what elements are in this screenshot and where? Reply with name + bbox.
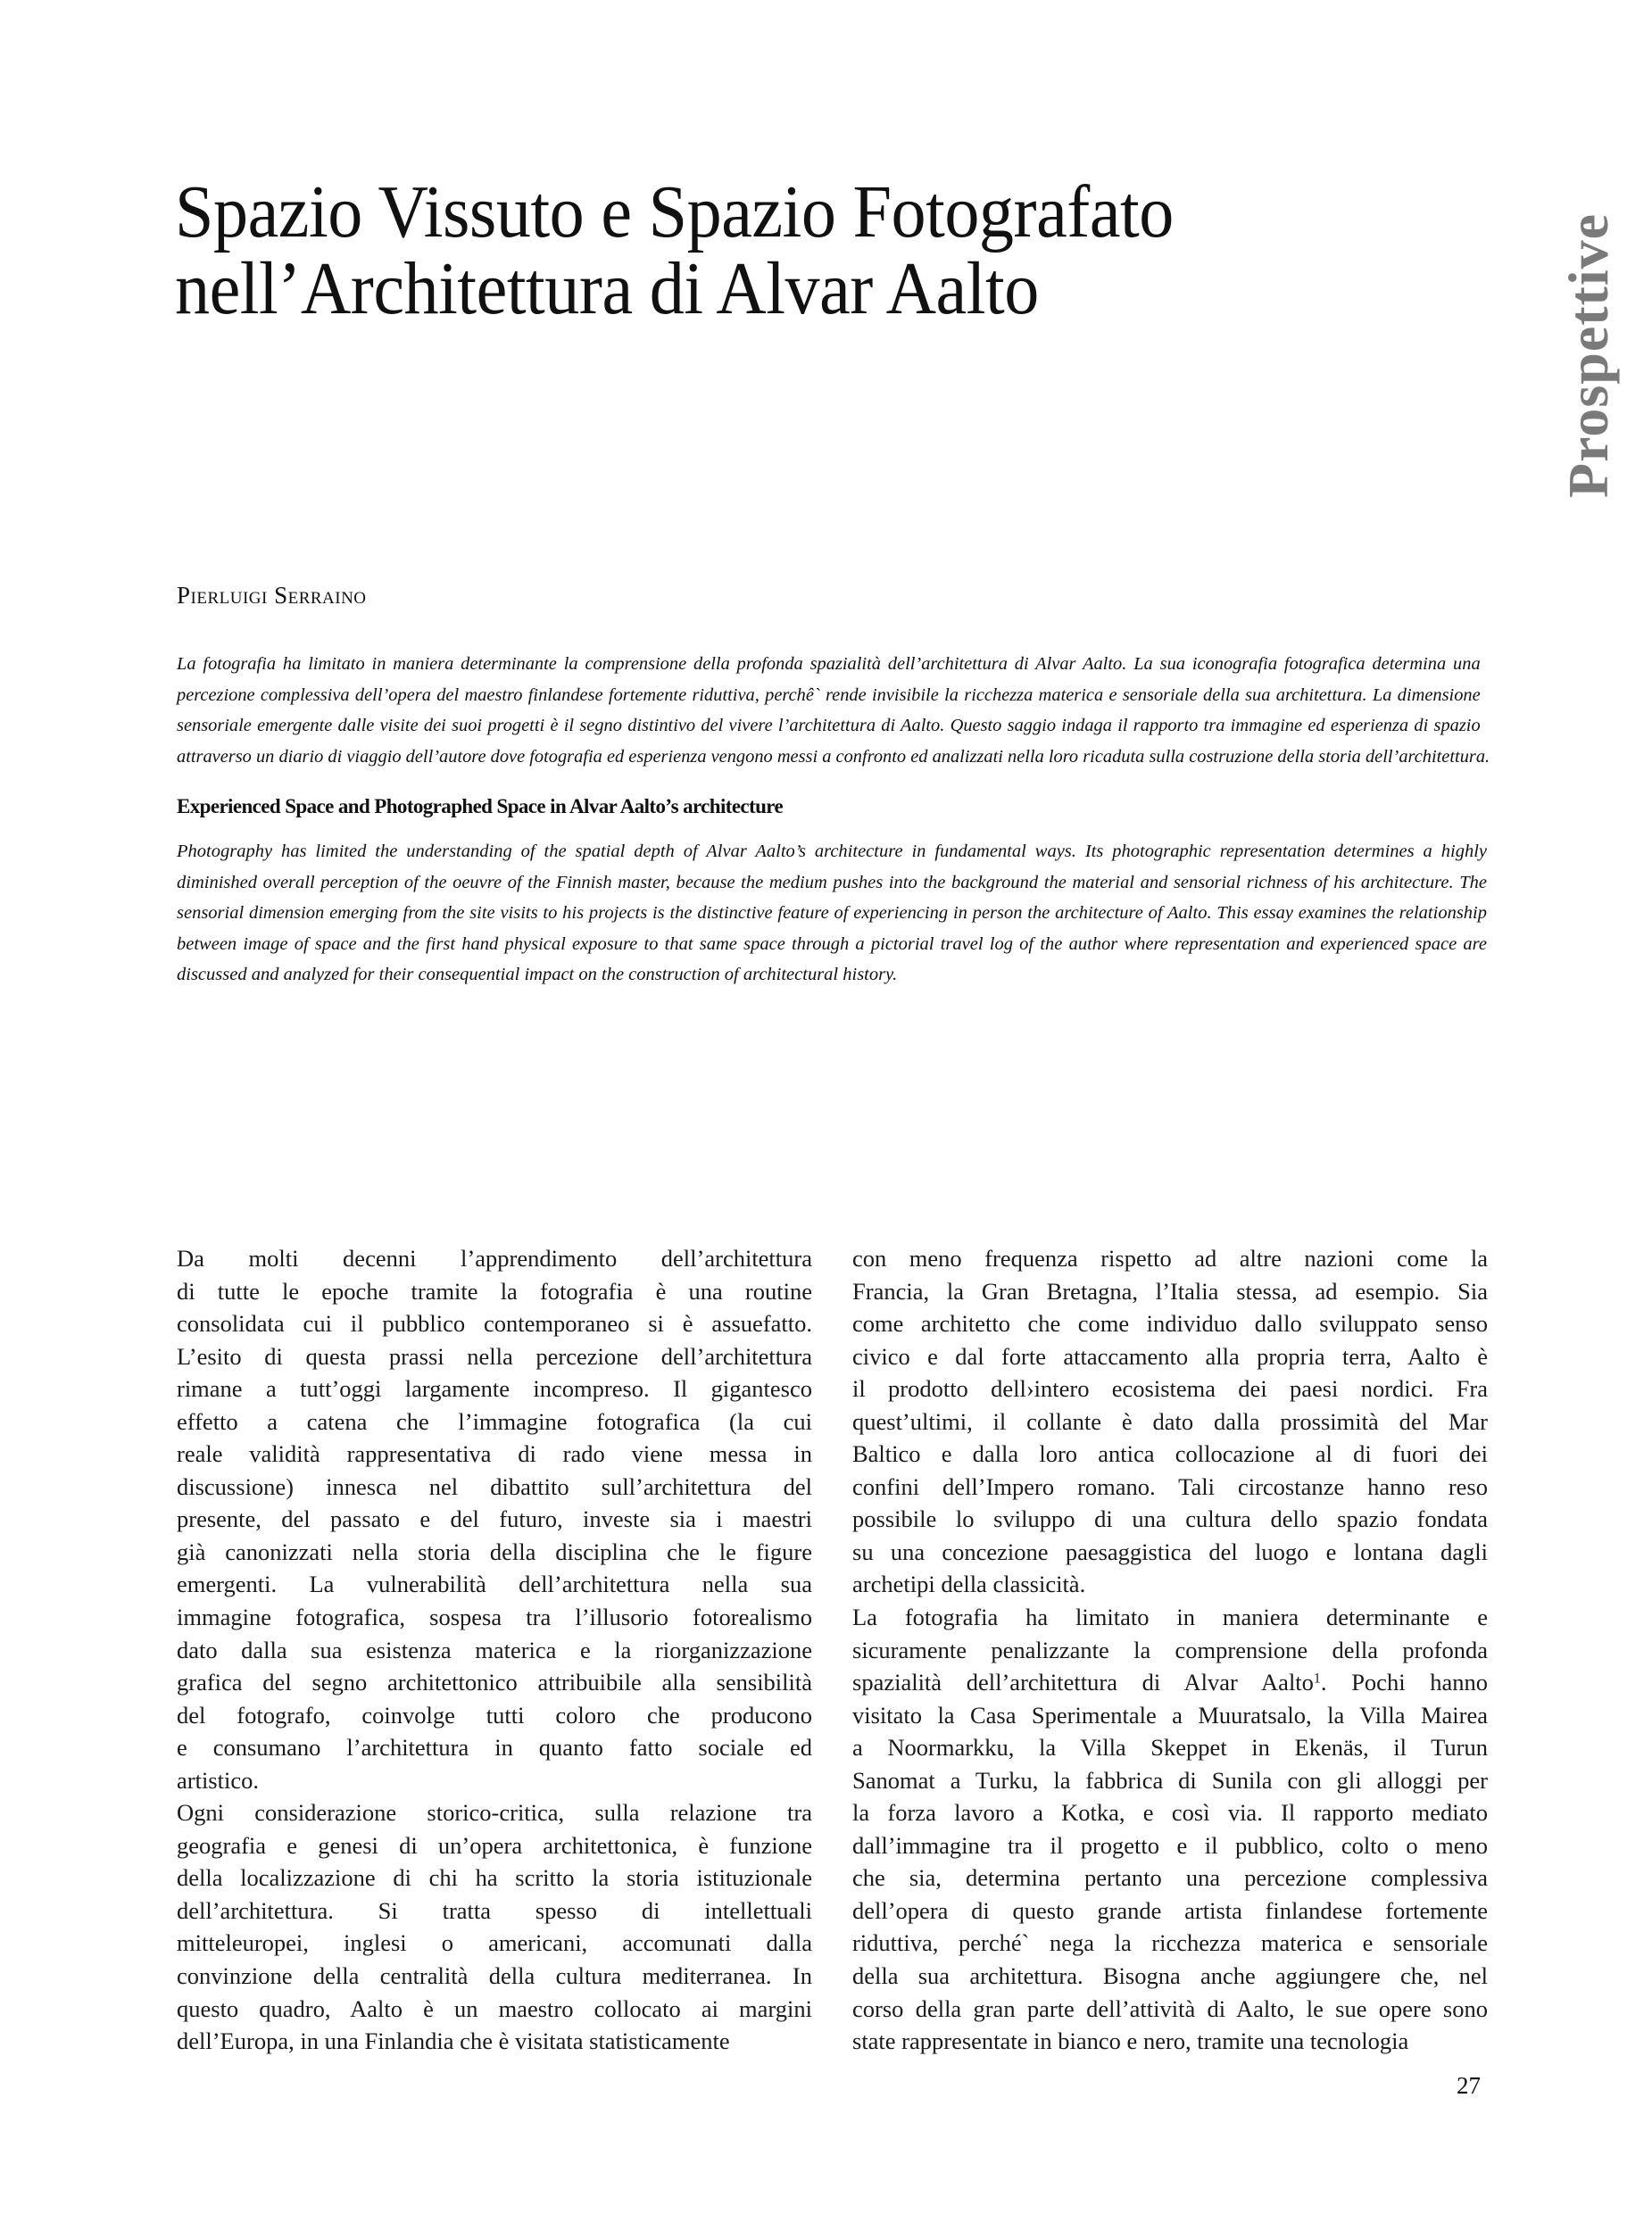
body-text-line: su una concezione paesaggistica del luogo e lontana dagli [852, 1538, 1488, 1565]
abstract-line: percezione complessiva dell’opera del maestro finlandese fortemente riduttiva, perchê` rende invisibile la ricchezza materica e sensoriale della sua architettura. La dimensione [177, 684, 1481, 705]
english-title-heading: Experienced Space and Photographed Space in Alvar Aalto’s architecture [177, 795, 784, 817]
body-text-line: presente, del passato e del futuro, investe sia i maestri [177, 1505, 812, 1533]
body-text-line: quest’ultimi, il collante è dato dalla prossimità del Mar [852, 1407, 1488, 1435]
abstract-line: discussed and analyzed for their consequential impact on the construction of architectural history. [177, 965, 898, 984]
title-line-1: Spazio Vissuto e Spazio Fotografato [175, 170, 1174, 253]
body-text-line: della sua architettura. Bisogna anche aggiungere che, nel [852, 1962, 1488, 1990]
body-text-line: Da molti decenni l’apprendimento dell’architettura [177, 1245, 812, 1272]
page-number: 27 [1457, 2072, 1481, 2099]
abstract-line: attraverso un diario di viaggio dell’autore dove fotografia ed esperienza vengono messi a confronto ed analizzati nella loro ricaduta sulla costruzione della storia dell’architettura. [177, 746, 1490, 767]
body-text-line: effetto a catena che l’immagine fotografica (la cui [177, 1407, 812, 1435]
body-text-line: Baltico e dalla loro antica collocazione al di fuori dei [852, 1440, 1488, 1468]
body-text-line: La fotografia ha limitato in maniera determinante e [852, 1604, 1488, 1631]
abstract-line: between image of space and the first hand physical exposure to that same space through a pictorial travel log of the author where representation and experienced space are [177, 933, 1487, 954]
body-text-line: la forza lavoro a Kotka, e così via. Il rapporto mediato [852, 1799, 1488, 1827]
body-text-line: rimane a tutt’oggi largamente incompreso. Il gigantesco [177, 1375, 812, 1403]
body-text-line: di tutte le epoche tramite la fotografia è una routine [177, 1277, 812, 1305]
body-text-line: Ogni considerazione storico-critica, sulla relazione tra [177, 1799, 812, 1827]
abstract-italian-text [177, 649, 1490, 772]
body-text-line: emergenti. La vulnerabilità dell’architettura nella sua [177, 1571, 812, 1598]
body-text-line: Sanomat a Turku, la fabbrica di Sunila con gli alloggi per [852, 1766, 1488, 1794]
body-text-line: geografia e genesi di un’opera architettonica, è funzione [177, 1831, 812, 1859]
body-text-line: a Noormarkku, la Villa Skeppet in Ekenäs, il Turun [852, 1734, 1488, 1762]
body-text-line: il prodotto dell›intero ecosistema dei paesi nordici. Fra [852, 1375, 1488, 1403]
body-text-line: possibile lo sviluppo di una cultura dello spazio fondata [852, 1505, 1488, 1533]
body-text-line: del fotografo, coinvolge tutti coloro che producono [177, 1701, 812, 1729]
body-text-line: come architetto che come individuo dallo sviluppato senso [852, 1310, 1488, 1338]
body-text-line: corso della gran parte dell’attività di Aalto, le sue opere sono [852, 1994, 1488, 2022]
body-text-line: con meno frequenza rispetto ad altre nazioni come la [852, 1245, 1488, 1272]
body-text-line: sicuramente penalizzante la comprensione della profonda [852, 1636, 1488, 1663]
abstract-line: La fotografia ha limitato in maniera determinante la comprensione della profonda spazialità dell’architettura di Alvar Aalto. La sua iconografia fotografica determina una [177, 654, 1481, 674]
body-text-line: L’esito di questa prassi nella percezione dell’architettura [177, 1342, 812, 1370]
abstract-line: Photography has limited the understanding of the spatial depth of Alvar Aalto’s architecture in fundamental ways. Its photographic representation determines a highly [177, 842, 1487, 861]
body-text-line: dell’architettura. Si tratta spesso di intellettuali [177, 1896, 812, 1924]
body-text-line: della localizzazione di chi ha scritto la storia istituzionale [177, 1864, 812, 1892]
body-text-line: confini dell’Impero romano. Tali circostanze hanno reso [852, 1472, 1488, 1500]
body-text-line: che sia, determina pertanto una percezione complessiva [852, 1864, 1488, 1892]
body-text-line: riduttiva, perché` nega la ricchezza materica e sensoriale [852, 1929, 1488, 1957]
body-text-fragment: . Pochi hanno [1320, 1669, 1488, 1696]
abstract-english [177, 836, 1487, 991]
body-text-line: dell’Europa, in una Finlandia che è visitata statisticamente [177, 2027, 730, 2055]
body-text-line: visitato la Casa Sperimentale a Muuratsalo, la Villa Mairea [852, 1701, 1488, 1729]
body-text-line: Francia, la Gran Bretagna, l’Italia stessa, ad esempio. Sia [852, 1277, 1488, 1305]
body-text-line: convinzione della centralità della cultura mediterranea. In [177, 1962, 812, 1990]
body-text-line: civico e dal forte attaccamento alla propria terra, Aalto è [852, 1342, 1488, 1370]
body-text-line: spazialità dell’architettura di Alvar Aalto$^1$. Pochi hanno [852, 1669, 1488, 1696]
body-text-line: archetipi della classicità. [852, 1571, 1086, 1598]
body-text-line: grafica del segno architettonico attribuibile alla sensibilità [177, 1669, 812, 1696]
abstract-line: diminished overall perception of the oeuvre of the Finnish master, because the medium pushes into the background the material and sensorial richness of his architecture. The [177, 872, 1487, 892]
body-text-line: questo quadro, Aalto è un maestro collocato ai margini [177, 1994, 812, 2022]
body-text-line: dell’opera di questo grande artista finlandese fortemente [852, 1896, 1488, 1924]
title-line-2: nell’Architettura di Alvar Aalto [175, 247, 1039, 330]
section-tab-label: Prospettive [1557, 212, 1620, 498]
body-text-line: mitteleuropei, inglesi o americani, accomunati dalla [177, 1929, 812, 1957]
body-text-line: artistico. [177, 1766, 259, 1794]
body-column-left [177, 1242, 812, 2058]
abstract-line: sensoriale emergente dalle visite dei suoi progetti è il segno distintivo del vivere l’architettura di Aalto. Questo saggio indaga il rapporto tra immagine ed esperienza di spazio [177, 716, 1481, 735]
author-name: Pierluigi Serraino [177, 582, 367, 609]
body-text-line: reale validità rappresentativa di rado viene messa in [177, 1440, 812, 1468]
body-column-right [852, 1242, 1488, 2058]
body-text-line: consolidata cui il pubblico contemporaneo si è assuefatto. [177, 1310, 812, 1338]
abstract-english-text [177, 836, 1487, 991]
body-text-line: dall’immagine tra il progetto e il pubblico, colto o meno [852, 1831, 1488, 1859]
footnote-reference[interactable]: 1 [1313, 1671, 1321, 1687]
body-text-line: dato dalla sua esistenza materica e la riorganizzazione [177, 1636, 812, 1663]
body-text-line: state rappresentate in bianco e nero, tramite una tecnologia [852, 2027, 1409, 2055]
body-text-line: già canonizzati nella storia della disciplina che le figure [177, 1538, 812, 1565]
abstract-line: sensorial dimension emerging from the site visits to his projects is the distinctive feature of experiencing in person the architecture of Aalto. This essay examines the relationship [177, 903, 1487, 923]
body-text-line: e consumano l’architettura in quanto fatto sociale ed [177, 1734, 812, 1762]
abstract-italian [177, 649, 1490, 772]
article-title [175, 170, 1379, 330]
body-text-line: immagine fotografica, sospesa tra l’illusorio fotorealismo [177, 1604, 812, 1631]
section-tab [1557, 203, 1620, 498]
body-text-line: discussione) innesca nel dibattito sull’architettura del [177, 1472, 812, 1500]
